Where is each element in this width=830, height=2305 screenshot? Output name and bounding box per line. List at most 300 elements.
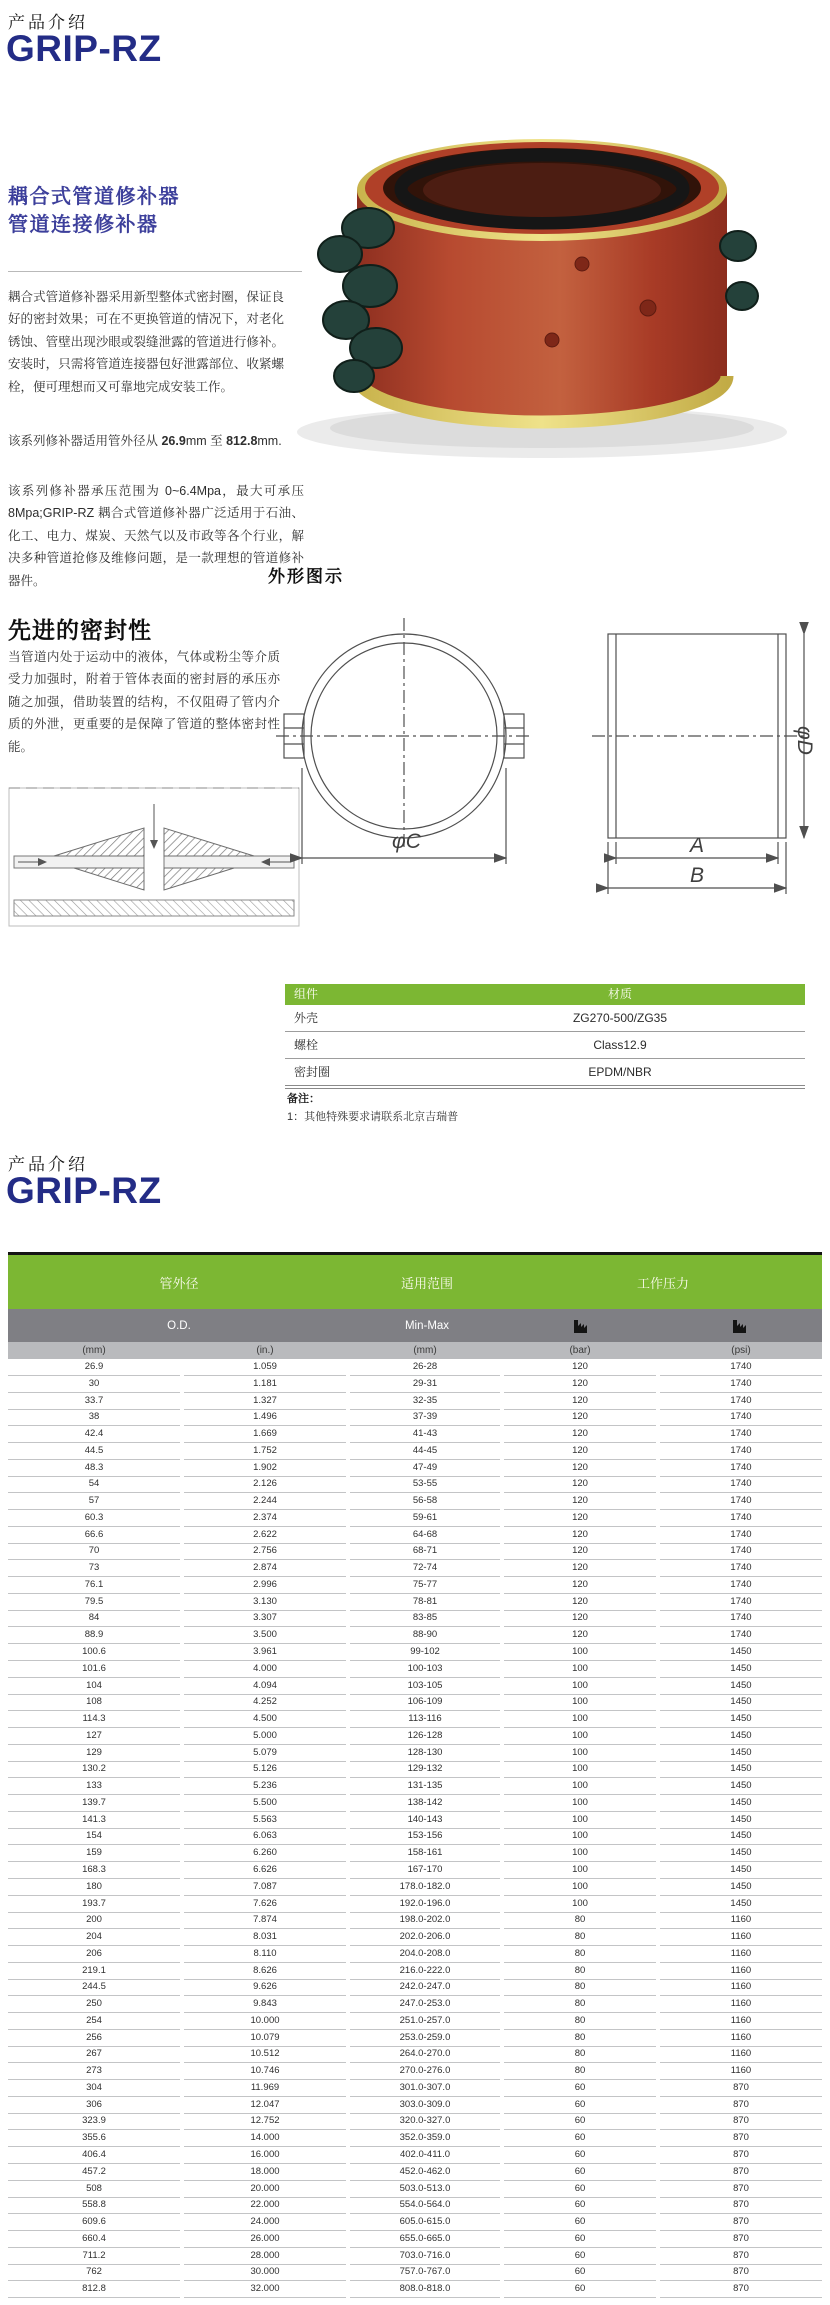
spec-cell-psi: 870: [660, 2097, 822, 2114]
spec-cell-bar: 120: [504, 1510, 656, 1527]
spec-cell-bar: 120: [504, 1443, 656, 1460]
page1-brand-title: GRIP-RZ: [6, 28, 162, 69]
group-header-od: 管外径: [159, 1275, 199, 1291]
spec-cell-psi: 1740: [660, 1460, 822, 1477]
component-cell: 密封圈: [294, 1065, 331, 1079]
materials-header-component: 组件: [294, 987, 319, 1001]
spec-cell-psi: 1160: [660, 1946, 822, 1963]
spec-cell-od-mm: 154: [8, 1828, 180, 1845]
spec-row: [8, 2030, 822, 2047]
spec-cell-od-in: 3.307: [184, 1610, 346, 1627]
spec-cell-od-in: 10.512: [184, 2046, 346, 2063]
spec-cell-od-in: 6.626: [184, 1862, 346, 1879]
spec-cell-od-in: 1.327: [184, 1393, 346, 1410]
spec-cell-od-in: 8.626: [184, 1963, 346, 1980]
spec-cell-od-in: 14.000: [184, 2130, 346, 2147]
spec-cell-minmax: 167-170: [350, 1862, 500, 1879]
spec-cell-bar: 120: [504, 1359, 656, 1376]
dim-label-phiD: φD: [793, 726, 816, 755]
unit-od-in: (in.): [256, 1345, 274, 1356]
spec-cell-od-mm: 66.6: [8, 1527, 180, 1544]
spec-cell-od-mm: 101.6: [8, 1661, 180, 1678]
spec-cell-bar: 120: [504, 1560, 656, 1577]
spec-cell-od-mm: 206: [8, 1946, 180, 1963]
spec-cell-bar: 120: [504, 1527, 656, 1544]
spec-cell-minmax: 303.0-309.0: [350, 2097, 500, 2114]
spec-cell-psi: 1740: [660, 1577, 822, 1594]
spec-cell-minmax: 106-109: [350, 1694, 500, 1711]
spec-cell-psi: 1450: [660, 1711, 822, 1728]
spec-cell-od-mm: 88.9: [8, 1627, 180, 1644]
spec-cell-od-mm: 193.7: [8, 1896, 180, 1913]
spec-row: [8, 1745, 822, 1762]
spec-cell-minmax: 126-128: [350, 1728, 500, 1745]
spec-cell-od-in: 22.000: [184, 2197, 346, 2214]
spec-cell-od-mm: 558.8: [8, 2197, 180, 2214]
spec-cell-psi: 1740: [660, 1510, 822, 1527]
spec-cell-psi: 1450: [660, 1661, 822, 1678]
spec-cell-bar: 100: [504, 1728, 656, 1745]
component-cell: 螺栓: [294, 1038, 319, 1052]
spec-cell-od-in: 1.059: [184, 1359, 346, 1376]
product-photo: [250, 76, 820, 472]
spec-cell-minmax: 131-135: [350, 1778, 500, 1795]
spec-cell-od-in: 1.752: [184, 1443, 346, 1460]
spec-cell-bar: 60: [504, 2080, 656, 2097]
spec-row: [8, 1979, 822, 1996]
spec-cell-bar: 100: [504, 1711, 656, 1728]
spec-cell-minmax: 64-68: [350, 1527, 500, 1544]
spec-cell-od-mm: 30: [8, 1376, 180, 1393]
spec-cell-psi: 1450: [660, 1745, 822, 1762]
spec-cell-bar: 60: [504, 2197, 656, 2214]
spec-cell-minmax: 253.0-259.0: [350, 2030, 500, 2047]
spec-cell-minmax: 178.0-182.0: [350, 1879, 500, 1896]
spec-cell-psi: 1160: [660, 2046, 822, 2063]
spec-cell-psi: 1450: [660, 1728, 822, 1745]
spec-cell-od-in: 2.756: [184, 1543, 346, 1560]
spec-cell-od-in: 9.843: [184, 1996, 346, 2013]
spec-cell-bar: 120: [504, 1577, 656, 1594]
spec-cell-minmax: 140-143: [350, 1812, 500, 1829]
spec-cell-od-mm: 141.3: [8, 1812, 180, 1829]
spec-unit-header: [8, 1342, 822, 1359]
range-mid: mm 至: [185, 434, 227, 448]
spec-cell-minmax: 153-156: [350, 1828, 500, 1845]
spec-cell-od-mm: 256: [8, 2030, 180, 2047]
spec-cell-od-in: 2.874: [184, 1560, 346, 1577]
spec-cell-od-in: 18.000: [184, 2164, 346, 2181]
spec-cell-minmax: 242.0-247.0: [350, 1979, 500, 1996]
spec-cell-od-in: 10.746: [184, 2063, 346, 2080]
spec-cell-psi: 1740: [660, 1476, 822, 1493]
spec-row: [8, 1443, 822, 1460]
spec-cell-minmax: 402.0-411.0: [350, 2147, 500, 2164]
spec-cell-od-in: 1.902: [184, 1460, 346, 1477]
spec-cell-psi: 1160: [660, 1979, 822, 1996]
spec-cell-bar: 120: [504, 1409, 656, 1426]
spec-cell-bar: 120: [504, 1460, 656, 1477]
spec-cell-od-mm: 306: [8, 2097, 180, 2114]
spec-cell-minmax: 103-105: [350, 1678, 500, 1695]
spec-row: [8, 2281, 822, 2298]
spec-sub-header: [8, 1309, 822, 1342]
material-cell: Class12.9: [593, 1038, 647, 1052]
spec-cell-od-mm: 250: [8, 1996, 180, 2013]
spec-cell-minmax: 158-161: [350, 1845, 500, 1862]
spec-cell-od-mm: 244.5: [8, 1979, 180, 1996]
spec-row: [8, 1879, 822, 1896]
spec-cell-minmax: 247.0-253.0: [350, 1996, 500, 2013]
materials-table-header: [285, 984, 805, 1005]
spec-cell-od-in: 3.500: [184, 1627, 346, 1644]
component-cell: 外壳: [294, 1011, 319, 1025]
spec-cell-bar: 80: [504, 2030, 656, 2047]
spec-cell-psi: 1740: [660, 1393, 822, 1410]
spec-cell-psi: 870: [660, 2281, 822, 2298]
spec-cell-od-mm: 406.4: [8, 2147, 180, 2164]
spec-cell-psi: 1160: [660, 2013, 822, 2030]
spec-cell-minmax: 128-130: [350, 1745, 500, 1762]
spec-cell-minmax: 75-77: [350, 1577, 500, 1594]
spec-row: [8, 1359, 822, 1376]
min-od-value: 26.9: [161, 434, 186, 448]
spec-cell-od-mm: 127: [8, 1728, 180, 1745]
group-header-range: 适用范围: [400, 1275, 453, 1291]
spec-cell-minmax: 270.0-276.0: [350, 2063, 500, 2080]
spec-cell-psi: 1450: [660, 1761, 822, 1778]
spec-cell-bar: 60: [504, 2130, 656, 2147]
spec-cell-psi: 870: [660, 2147, 822, 2164]
spec-row: [8, 1644, 822, 1661]
spec-table: [8, 1252, 822, 2298]
spec-cell-od-mm: 84: [8, 1610, 180, 1627]
spec-row: [8, 2097, 822, 2114]
spec-cell-od-in: 9.626: [184, 1979, 346, 1996]
spec-cell-bar: 60: [504, 2264, 656, 2281]
spec-cell-psi: 870: [660, 2264, 822, 2281]
spec-row: [8, 2013, 822, 2030]
seal-paragraph: 当管道内处于运动中的液体，气体或粉尘等介质受力加强时，附着于管体表面的密封唇的承压亦随之加强，借助装置的结构，不仅阻碍了管内介质的外泄，更重要的是保障了管道的整体密封性能。: [8, 650, 280, 754]
spec-cell-bar: 80: [504, 1912, 656, 1929]
spec-cell-bar: 120: [504, 1393, 656, 1410]
spec-cell-od-mm: 48.3: [8, 1460, 180, 1477]
outline-heading: 外形图示: [268, 567, 344, 586]
range-text: 该系列修补器适用管外径从: [8, 434, 162, 448]
materials-table: [285, 984, 805, 1089]
page1-kicker: 产品介绍: [8, 13, 88, 32]
spec-cell-bar: 80: [504, 1996, 656, 2013]
spec-cell-minmax: 99-102: [350, 1644, 500, 1661]
spec-cell-bar: 100: [504, 1795, 656, 1812]
spec-row: [8, 1594, 822, 1611]
spec-table-body: [8, 1359, 822, 2298]
spec-cell-psi: 1160: [660, 1963, 822, 1980]
spec-cell-bar: 80: [504, 2013, 656, 2030]
dim-label-phiC: φC: [392, 830, 421, 853]
factory-icon: [732, 1317, 750, 1334]
spec-cell-bar: 80: [504, 1929, 656, 1946]
spec-cell-psi: 1450: [660, 1879, 822, 1896]
spec-row: [8, 1610, 822, 1627]
spec-cell-od-mm: 273: [8, 2063, 180, 2080]
spec-cell-psi: 1740: [660, 1359, 822, 1376]
pressure-psi-cell: [660, 1317, 822, 1334]
spec-row: [8, 1862, 822, 1879]
spec-row: [8, 1728, 822, 1745]
spec-cell-od-in: 4.252: [184, 1694, 346, 1711]
unit-od-mm: (mm): [82, 1345, 106, 1356]
spec-cell-od-in: 10.079: [184, 2030, 346, 2047]
spec-group-header: [8, 1255, 822, 1309]
spec-cell-od-in: 2.374: [184, 1510, 346, 1527]
spec-cell-od-in: 8.110: [184, 1946, 346, 1963]
unit-bar: (bar): [569, 1345, 591, 1356]
spec-cell-od-mm: 26.9: [8, 1359, 180, 1376]
spec-cell-od-mm: 267: [8, 2046, 180, 2063]
material-cell: EPDM/NBR: [588, 1065, 652, 1079]
spec-cell-bar: 80: [504, 2063, 656, 2080]
spec-cell-minmax: 68-71: [350, 1543, 500, 1560]
spec-cell-psi: 1450: [660, 1795, 822, 1812]
spec-cell-minmax: 554.0-564.0: [350, 2197, 500, 2214]
spec-cell-bar: 120: [504, 1543, 656, 1560]
factory-icon: [573, 1317, 591, 1334]
range-suffix: mm.: [257, 434, 282, 448]
spec-cell-psi: 1450: [660, 1694, 822, 1711]
spec-cell-bar: 80: [504, 1946, 656, 1963]
spec-cell-od-mm: 355.6: [8, 2130, 180, 2147]
spec-cell-od-mm: 812.8: [8, 2281, 180, 2298]
spec-cell-od-in: 4.500: [184, 1711, 346, 1728]
spec-cell-minmax: 44-45: [350, 1443, 500, 1460]
spec-cell-od-in: 30.000: [184, 2264, 346, 2281]
intro-paragraph: 耦合式管道修补器采用新型整体式密封圈，保证良好的密封效果；可在不更换管道的情况下，对老化锈蚀、管壁出现沙眼或裂缝泄露的管道进行修补。安装时，只需将管道连接器包好泄露部位、收紧螺栓，便可理想而又可靠地完成安装工作。: [8, 290, 284, 394]
spec-row: [8, 1678, 822, 1695]
spec-cell-od-in: 7.087: [184, 1879, 346, 1896]
spec-row: [8, 1795, 822, 1812]
spec-cell-bar: 120: [504, 1426, 656, 1443]
group-header-pressure: 工作压力: [636, 1275, 689, 1291]
spec-cell-minmax: 192.0-196.0: [350, 1896, 500, 1913]
spec-cell-psi: 1160: [660, 1929, 822, 1946]
outline-drawing: [252, 596, 820, 931]
spec-cell-bar: 80: [504, 1963, 656, 1980]
spec-cell-od-in: 3.130: [184, 1594, 346, 1611]
spec-cell-od-in: 20.000: [184, 2181, 346, 2198]
spec-cell-bar: 60: [504, 2113, 656, 2130]
spec-cell-od-mm: 133: [8, 1778, 180, 1795]
spec-cell-minmax: 26-28: [350, 1359, 500, 1376]
spec-cell-bar: 60: [504, 2248, 656, 2265]
spec-row: [8, 1929, 822, 1946]
spec-cell-psi: 870: [660, 2181, 822, 2198]
spec-cell-bar: 60: [504, 2214, 656, 2231]
spec-cell-od-in: 28.000: [184, 2248, 346, 2265]
spec-cell-psi: 1740: [660, 1543, 822, 1560]
spec-cell-bar: 100: [504, 1845, 656, 1862]
spec-cell-bar: 60: [504, 2231, 656, 2248]
spec-cell-minmax: 47-49: [350, 1460, 500, 1477]
spec-cell-bar: 100: [504, 1761, 656, 1778]
spec-cell-minmax: 202.0-206.0: [350, 1929, 500, 1946]
spec-row: [8, 2231, 822, 2248]
spec-cell-od-in: 8.031: [184, 1929, 346, 1946]
material-cell: ZG270-500/ZG35: [572, 1011, 668, 1025]
spec-cell-od-in: 2.996: [184, 1577, 346, 1594]
spec-cell-minmax: 113-116: [350, 1711, 500, 1728]
spec-cell-psi: 1450: [660, 1644, 822, 1661]
spec-cell-od-mm: 660.4: [8, 2231, 180, 2248]
spec-cell-psi: 1450: [660, 1778, 822, 1795]
spec-row: [8, 2248, 822, 2265]
spec-cell-bar: 120: [504, 1610, 656, 1627]
spec-cell-od-in: 5.500: [184, 1795, 346, 1812]
spec-cell-od-in: 2.126: [184, 1476, 346, 1493]
spec-cell-od-mm: 219.1: [8, 1963, 180, 1980]
spec-cell-psi: 1450: [660, 1862, 822, 1879]
spec-cell-minmax: 301.0-307.0: [350, 2080, 500, 2097]
spec-row: [8, 2214, 822, 2231]
spec-cell-od-mm: 60.3: [8, 1510, 180, 1527]
spec-cell-od-in: 5.236: [184, 1778, 346, 1795]
materials-row: [285, 1059, 805, 1085]
unit-range-mm: (mm): [413, 1345, 437, 1356]
pressure-bar-cell: [504, 1317, 660, 1334]
spec-cell-minmax: 655.0-665.0: [350, 2231, 500, 2248]
spec-cell-od-mm: 54: [8, 1476, 180, 1493]
spec-cell-od-in: 12.752: [184, 2113, 346, 2130]
spec-cell-od-mm: 200: [8, 1912, 180, 1929]
spec-cell-od-in: 16.000: [184, 2147, 346, 2164]
spec-row: [8, 1845, 822, 1862]
spec-cell-psi: 870: [660, 2248, 822, 2265]
spec-cell-od-mm: 159: [8, 1845, 180, 1862]
spec-cell-psi: 1740: [660, 1493, 822, 1510]
spec-cell-bar: 100: [504, 1896, 656, 1913]
spec-cell-od-mm: 139.7: [8, 1795, 180, 1812]
page2-brand-title: GRIP-RZ: [6, 1170, 162, 1211]
spec-cell-od-mm: 79.5: [8, 1594, 180, 1611]
spec-row: [8, 1577, 822, 1594]
sub-header-od: O.D.: [167, 1319, 191, 1332]
spec-cell-minmax: 59-61: [350, 1510, 500, 1527]
product-subtitle: [8, 183, 180, 239]
spec-cell-od-in: 5.126: [184, 1761, 346, 1778]
spec-cell-bar: 100: [504, 1678, 656, 1695]
spec-cell-od-in: 1.669: [184, 1426, 346, 1443]
spec-row: [8, 1694, 822, 1711]
spec-cell-od-in: 32.000: [184, 2281, 346, 2298]
spec-cell-minmax: 37-39: [350, 1409, 500, 1426]
spec-cell-od-in: 2.622: [184, 1527, 346, 1544]
spec-row: [8, 2063, 822, 2080]
spec-row: [8, 1510, 822, 1527]
subtitle-line2: 管道连接修补器: [8, 214, 159, 236]
spec-cell-od-in: 5.000: [184, 1728, 346, 1745]
spec-cell-psi: 870: [660, 2080, 822, 2097]
spec-cell-psi: 870: [660, 2197, 822, 2214]
spec-cell-minmax: 352.0-359.0: [350, 2130, 500, 2147]
spec-row: [8, 2113, 822, 2130]
spec-cell-minmax: 703.0-716.0: [350, 2248, 500, 2265]
spec-cell-psi: 870: [660, 2231, 822, 2248]
spec-cell-od-in: 1.181: [184, 1376, 346, 1393]
spec-cell-od-mm: 711.2: [8, 2248, 180, 2265]
spec-cell-minmax: 72-74: [350, 1560, 500, 1577]
spec-cell-od-in: 5.563: [184, 1812, 346, 1829]
spec-cell-od-in: 6.063: [184, 1828, 346, 1845]
subtitle-line1: 耦合式管道修补器: [8, 186, 180, 208]
spec-cell-bar: 80: [504, 1979, 656, 1996]
spec-cell-minmax: 757.0-767.0: [350, 2264, 500, 2281]
dim-label-B: B: [690, 864, 705, 887]
spec-row: [8, 2164, 822, 2181]
spec-cell-minmax: 83-85: [350, 1610, 500, 1627]
spec-cell-od-in: 12.047: [184, 2097, 346, 2114]
spec-cell-od-mm: 76.1: [8, 1577, 180, 1594]
spec-row: [8, 1560, 822, 1577]
spec-cell-minmax: 29-31: [350, 1376, 500, 1393]
spec-row: [8, 1460, 822, 1477]
spec-row: [8, 1912, 822, 1929]
spec-cell-minmax: 56-58: [350, 1493, 500, 1510]
spec-cell-minmax: 452.0-462.0: [350, 2164, 500, 2181]
spec-cell-bar: 100: [504, 1828, 656, 1845]
unit-psi: (psi): [731, 1345, 751, 1356]
spec-cell-psi: 1160: [660, 2063, 822, 2080]
spec-row: [8, 2197, 822, 2214]
spec-cell-od-mm: 254: [8, 2013, 180, 2030]
spec-cell-od-mm: 57: [8, 1493, 180, 1510]
spec-cell-bar: 60: [504, 2181, 656, 2198]
spec-cell-od-mm: 204: [8, 1929, 180, 1946]
spec-cell-od-mm: 129: [8, 1745, 180, 1762]
spec-cell-od-mm: 508: [8, 2181, 180, 2198]
note-block: [287, 1090, 458, 1124]
spec-cell-od-mm: 38: [8, 1409, 180, 1426]
spec-cell-psi: 1740: [660, 1409, 822, 1426]
spec-cell-bar: 120: [504, 1627, 656, 1644]
spec-cell-od-mm: 762: [8, 2264, 180, 2281]
spec-cell-bar: 60: [504, 2281, 656, 2298]
spec-cell-minmax: 53-55: [350, 1476, 500, 1493]
spec-cell-psi: 1450: [660, 1896, 822, 1913]
spec-row: [8, 1963, 822, 1980]
spec-cell-bar: 100: [504, 1862, 656, 1879]
spec-row: [8, 1376, 822, 1393]
spec-cell-bar: 100: [504, 1745, 656, 1762]
spec-cell-psi: 870: [660, 2214, 822, 2231]
spec-cell-od-mm: 304: [8, 2080, 180, 2097]
spec-cell-od-in: 7.626: [184, 1896, 346, 1913]
spec-cell-bar: 60: [504, 2164, 656, 2181]
spec-cell-od-mm: 42.4: [8, 1426, 180, 1443]
spec-cell-psi: 1740: [660, 1443, 822, 1460]
spec-cell-od-in: 7.874: [184, 1912, 346, 1929]
spec-cell-minmax: 216.0-222.0: [350, 1963, 500, 1980]
spec-row: [8, 1527, 822, 1544]
spec-cell-bar: 80: [504, 2046, 656, 2063]
spec-cell-psi: 1450: [660, 1678, 822, 1695]
spec-row: [8, 2147, 822, 2164]
spec-cell-psi: 1160: [660, 1996, 822, 2013]
spec-cell-od-mm: 457.2: [8, 2164, 180, 2181]
spec-cell-bar: 120: [504, 1493, 656, 1510]
spec-row: [8, 1393, 822, 1410]
spec-cell-od-in: 2.244: [184, 1493, 346, 1510]
spec-cell-psi: 1740: [660, 1610, 822, 1627]
